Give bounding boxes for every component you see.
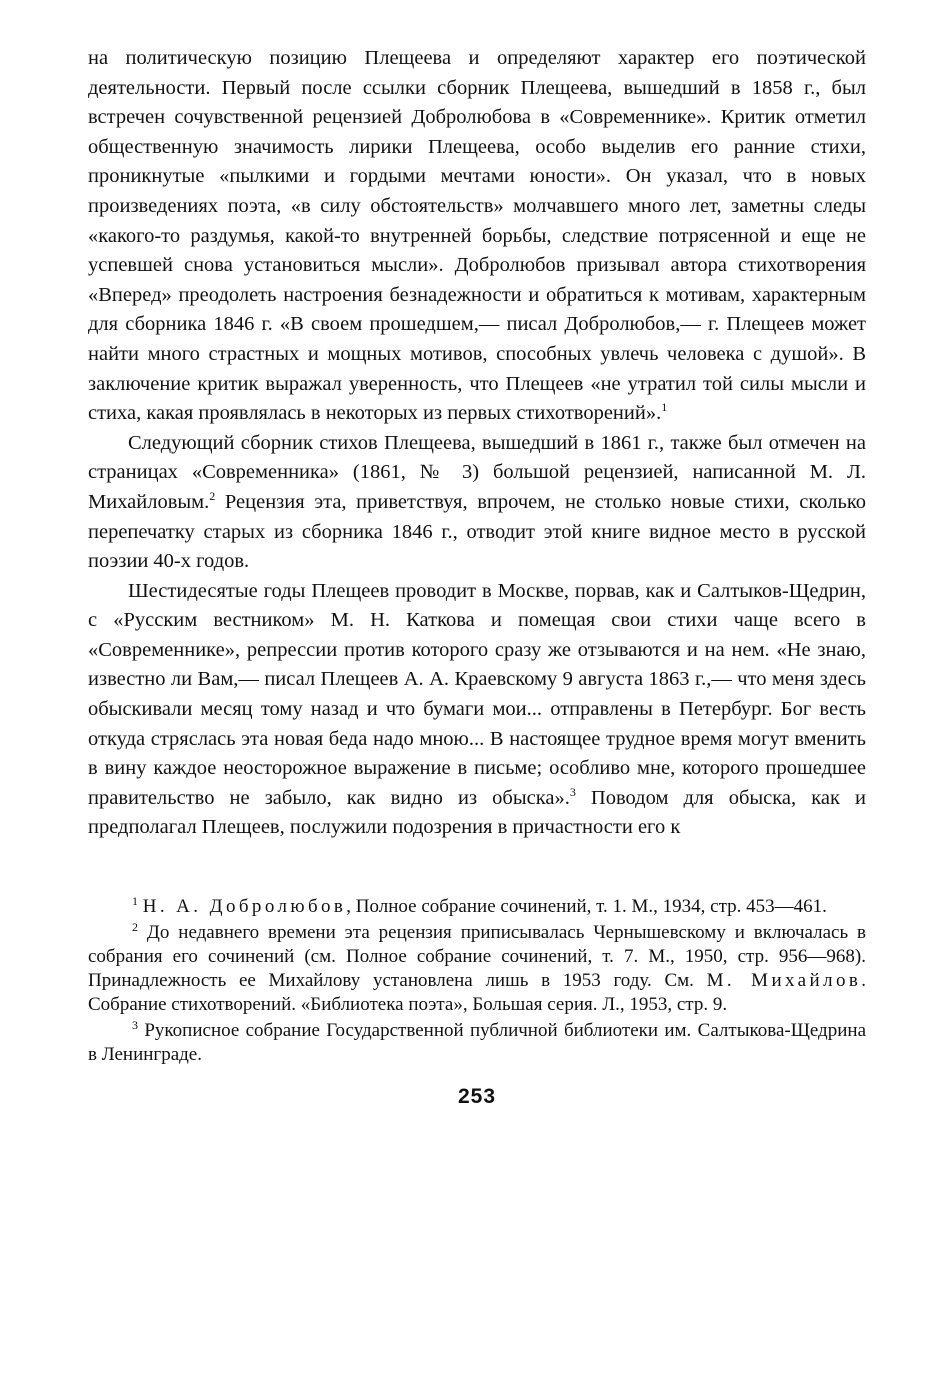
footnote-1 <box>88 895 866 919</box>
body-paragraph-3 <box>88 577 866 843</box>
footnote-text: До недавнего времени эта рецензия приписывалась Чернышевскому и включалась в собрания его сочинений (см. Полное собрание сочинений, т. 7. М., 1950, стр. 956—968). Принадлежность ее Михайлову установлена лишь в 1953 году. См. <box>88 922 867 992</box>
page-number: 253 <box>457 1085 497 1109</box>
paragraph-text-continued: Поводом для обыска, как и предполагал Плещеев, послужили подозрения в причастности его к <box>88 786 866 839</box>
footnote-author: М. Михайлов <box>706 970 862 992</box>
body-paragraph-1 <box>88 44 866 429</box>
footnote-number: 2 <box>132 920 138 935</box>
footnote-3 <box>88 1019 866 1067</box>
footnote-author: Н. А. Добролюбов <box>142 896 347 918</box>
body-paragraph-2 <box>88 429 866 577</box>
footnote-text: , Полное собрание сочинений, т. 1. М., 1934, стр. 453—461. <box>346 896 827 918</box>
paragraph-text: Следующий сборник стихов Плещеева, вышедший в 1861 г., также был отмечен на страницах «Современника» (1861, № 3) большой рецензией, написанной М. Л. Михайловым. <box>88 431 866 513</box>
footnote-text: Рукописное собрание Государственной публичной библиотеки им. Салтыкова-Щедрина в Ленинграде. <box>88 1020 866 1066</box>
paragraph-text-continued: Рецензия эта, приветствуя, впрочем, не столько новые стихи, сколько перепечатку старых из сборника 1846 г., отводит этой книге видное место в русской поэзии 40-х годов. <box>88 490 866 573</box>
footnote-number: 1 <box>132 894 138 909</box>
footnotes-section <box>88 895 866 1067</box>
paragraph-text: на политическую позицию Плещеева и определяют характер его поэтической деятельности. Первый после ссылки сборник Плещеева, вышедший в 1858 г., был встречен сочувственной рецензией Добролюбова в «Современнике». Критик отметил общественную значимость лирики Плещеева, особо выделив его ранние стихи, проникнутые «пылкими и гордыми мечтами юности». Он указал, что в новых произведениях поэта, «в силу обстоятельств» молчавшего много лет, заметны следы «какого-то раздумья, какой-то внутренней борьбы, следствие потрясенной и еще не успевшей снова установиться мысли». Добролюбов призывал автора стихотворения «Вперед» преодолеть настроения безнадежности и обратиться к мотивам, характерным для сборника 1846 г. «В своем прошедшем,— писал Добролюбов,— г. Плещеев может найти много страстных и мощных мотивов, способных увлечь человека с душой». В заключение критик выражал уверенность, что Плещеев «не утратил той силы мысли и стиха, какая проявлялась в некоторых из первых стихотворений». <box>88 47 866 425</box>
footnote-2 <box>88 921 866 1017</box>
paragraph-text: Шестидесятые годы Плещеев проводит в Москве, порвав, как и Салтыков-Щедрин, с «Русским вестником» М. Н. Каткова и помещая свои стихи чаще всего в «Современнике», репрессии против которого сразу же отзываются и на нем. «Не знаю, известно ли Вам,— писал Плещеев А. А. Краевскому 9 августа 1863 г.,— что меня здесь обыскивали месяц тому назад и что бумаги мои... отправлены в Петербург. Бог весть откуда стряслась эта новая беда надо мною... В настоящее трудное время могут вменить в вину каждое неосторожное выражение в письме; особливо мне, которого прошедшее правительство не забыло, как видно из обыска». <box>88 579 866 809</box>
footnote-number: 3 <box>132 1018 138 1033</box>
footnote-ref-2: 2 <box>209 488 216 503</box>
footnote-text-continued: . Собрание стихотворений. «Библиотека поэта», Большая серия. Л., 1953, стр. 9. <box>88 970 866 1016</box>
book-page <box>88 44 866 1109</box>
footnote-ref-3: 3 <box>569 784 576 799</box>
footnote-ref-1: 1 <box>661 400 668 415</box>
